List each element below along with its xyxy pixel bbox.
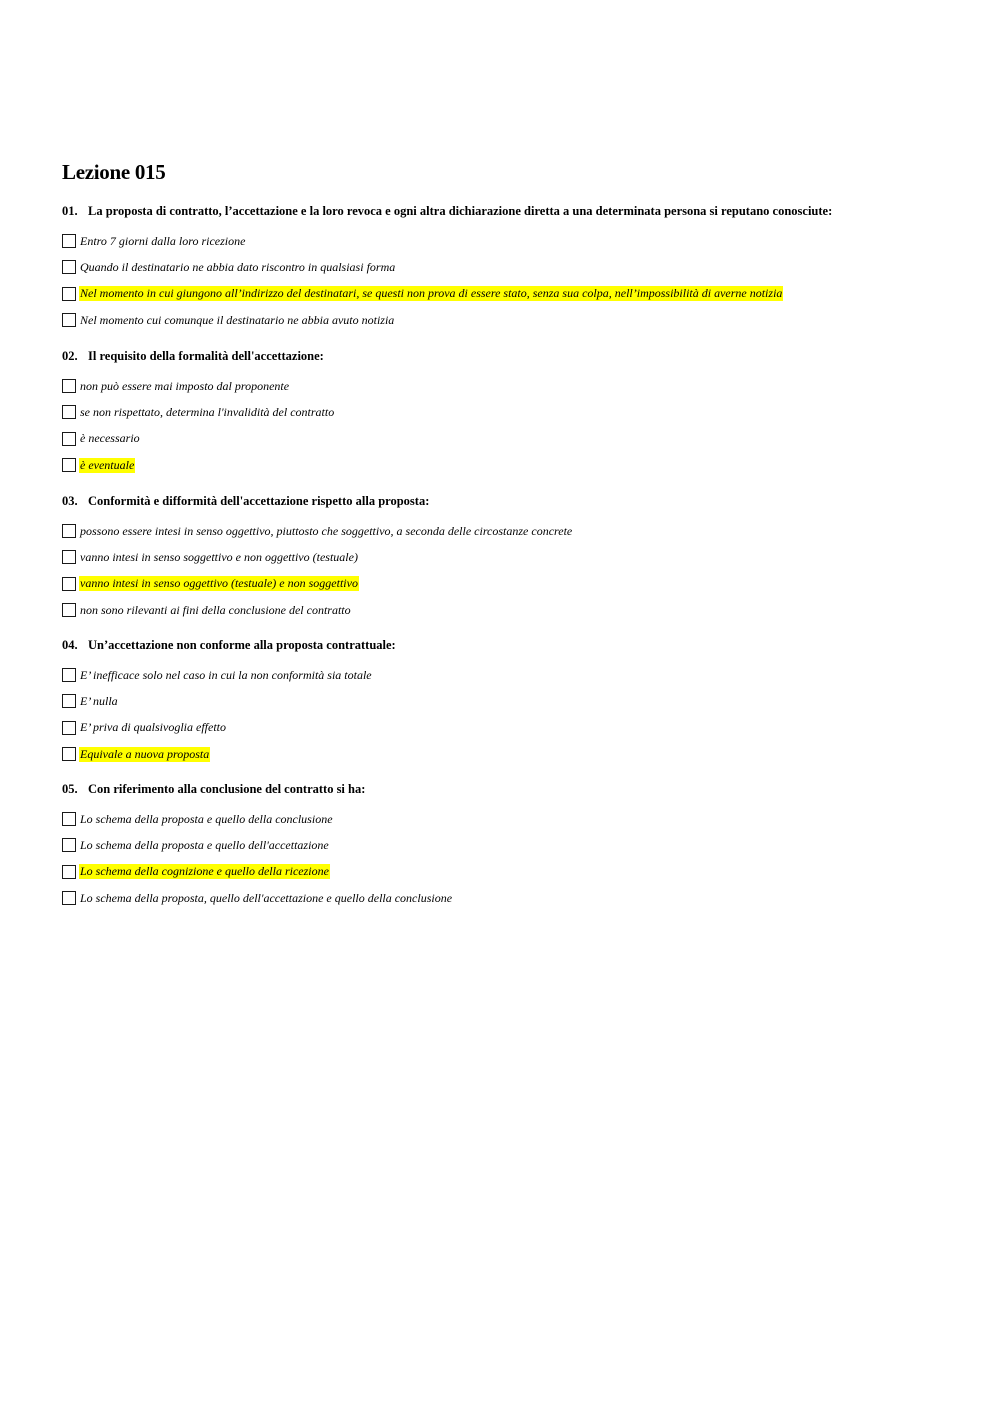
- answer-text: possono essere intesi in senso oggettivo, piuttosto che soggettivo, a seconda delle circostanze concrete: [80, 523, 573, 538]
- question-label: Un’accettazione non conforme alla proposta contrattuale:: [88, 638, 396, 652]
- answer-checkbox[interactable]: [62, 721, 76, 735]
- question-number: 03.: [62, 494, 78, 508]
- answer-option: [62, 373, 962, 399]
- answer-option: [62, 426, 962, 452]
- answer-checkbox[interactable]: [62, 577, 76, 591]
- answer-option: [62, 544, 962, 570]
- answer-options: [62, 373, 962, 478]
- answer-checkbox[interactable]: [62, 668, 76, 682]
- answer-options: [62, 228, 962, 333]
- answer-text: non sono rilevanti ai fini della conclusione del contratto: [80, 602, 351, 617]
- question-label: Conformità e difformità dell'accettazione rispetto alla proposta:: [88, 494, 430, 508]
- question-text: [62, 781, 962, 797]
- answer-checkbox[interactable]: [62, 432, 76, 446]
- answer-option: [62, 228, 962, 254]
- question-01: [62, 203, 962, 333]
- answer-checkbox[interactable]: [62, 405, 76, 419]
- answer-text: E’ priva di qualsivoglia effetto: [80, 720, 226, 735]
- question-label: Il requisito della formalità dell'accettazione:: [88, 349, 324, 363]
- answer-text: Lo schema della proposta e quello dell'accettazione: [80, 837, 329, 852]
- question-05: [62, 781, 962, 911]
- answer-option: [62, 859, 962, 885]
- answer-text: Nel momento cui comunque il destinatario ne abbia avuto notizia: [80, 312, 395, 327]
- answer-option: [62, 399, 962, 425]
- answer-text-highlighted: vanno intesi in senso oggettivo (testuale) e non soggettivo: [80, 576, 358, 591]
- question-text: [62, 348, 962, 364]
- answer-text: se non rispettato, determina l'invalidità del contratto: [80, 404, 335, 419]
- answer-checkbox[interactable]: [62, 694, 76, 708]
- answer-checkbox[interactable]: [62, 865, 76, 879]
- answer-checkbox[interactable]: [62, 891, 76, 905]
- answer-text-highlighted: Lo schema della cognizione e quello della ricezione: [80, 864, 329, 879]
- answer-checkbox[interactable]: [62, 812, 76, 826]
- answer-checkbox[interactable]: [62, 550, 76, 564]
- answer-option: [62, 571, 962, 597]
- answer-text: Lo schema della proposta e quello della conclusione: [80, 811, 333, 826]
- question-04: [62, 637, 962, 767]
- answer-text-highlighted: Equivale a nuova proposta: [80, 746, 210, 761]
- answer-text-highlighted: è eventuale: [80, 457, 135, 472]
- answer-options: [62, 806, 962, 911]
- question-label: La proposta di contratto, l’accettazione e la loro revoca e ogni altra dichiarazione diretta a una determinata persona si reputano conosciute:: [88, 204, 833, 218]
- lesson-title: Lezione 015: [62, 160, 166, 184]
- answer-option: [62, 452, 962, 478]
- answer-option: [62, 806, 962, 832]
- answer-checkbox[interactable]: [62, 747, 76, 761]
- answer-text: E’ nulla: [80, 693, 118, 708]
- answer-option: [62, 281, 962, 307]
- answer-checkbox[interactable]: [62, 458, 76, 472]
- question-number: 04.: [62, 638, 78, 652]
- answer-text: E’ inefficace solo nel caso in cui la non conformità sia totale: [80, 667, 372, 682]
- answer-checkbox[interactable]: [62, 603, 76, 617]
- answer-text: è necessario: [80, 431, 140, 446]
- answer-checkbox[interactable]: [62, 260, 76, 274]
- question-text: [62, 637, 962, 653]
- question-text: [62, 203, 962, 219]
- answer-text: Quando il destinatario ne abbia dato riscontro in qualsiasi forma: [80, 259, 396, 274]
- answer-text: vanno intesi in senso soggettivo e non oggettivo (testuale): [80, 549, 358, 564]
- answer-option: [62, 597, 962, 623]
- question-text: [62, 493, 962, 509]
- answer-option: [62, 254, 962, 280]
- answer-options: [62, 518, 962, 623]
- answer-option: [62, 885, 962, 911]
- answer-option: [62, 832, 962, 858]
- answer-checkbox[interactable]: [62, 838, 76, 852]
- question-number: 05.: [62, 782, 78, 796]
- question-number: 02.: [62, 349, 78, 363]
- answer-text-highlighted: Nel momento in cui giungono all’indirizzo del destinatari, se questi non prova di essere stato, senza sua colpa, nell’impossibilità di averne notizia: [80, 286, 783, 301]
- answer-text: non può essere mai imposto dal proponente: [80, 378, 290, 393]
- answer-option: [62, 741, 962, 767]
- answer-option: [62, 715, 962, 741]
- answer-text: Entro 7 giorni dalla loro ricezione: [80, 233, 246, 248]
- answer-option: [62, 688, 962, 714]
- answer-options: [62, 662, 962, 767]
- answer-option: [62, 307, 962, 333]
- answer-checkbox[interactable]: [62, 234, 76, 248]
- answer-text: Lo schema della proposta, quello dell'accettazione e quello della conclusione: [80, 890, 453, 905]
- answer-checkbox[interactable]: [62, 287, 76, 301]
- answer-option: [62, 518, 962, 544]
- question-number: 01.: [62, 204, 78, 218]
- question-02: [62, 348, 962, 478]
- question-label: Con riferimento alla conclusione del contratto si ha:: [88, 782, 366, 796]
- answer-option: [62, 662, 962, 688]
- answer-checkbox[interactable]: [62, 379, 76, 393]
- answer-checkbox[interactable]: [62, 313, 76, 327]
- answer-checkbox[interactable]: [62, 524, 76, 538]
- question-03: [62, 493, 962, 623]
